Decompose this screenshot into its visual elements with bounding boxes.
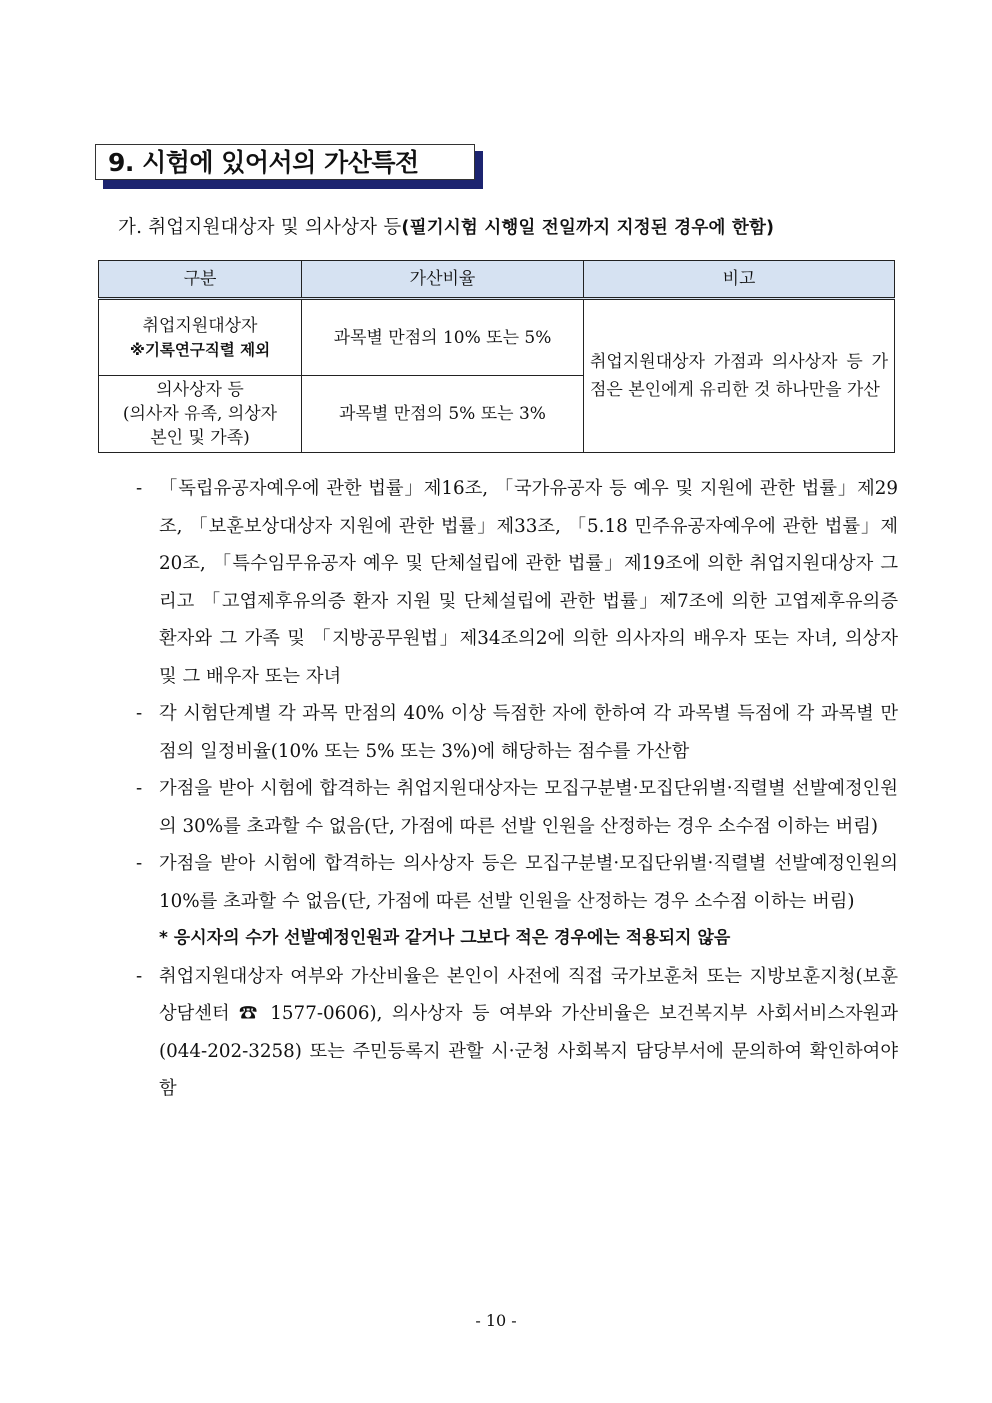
star-note: * 응시자의 수가 선발예정인원과 같거나 그보다 적은 경우에는 적용되지 않음 (159, 928, 731, 948)
table-header-row (99, 261, 895, 299)
bonus-table (98, 260, 895, 453)
list-item (132, 958, 898, 1108)
row1-ratio: 과목별 만점의 10% 또는 5% (302, 299, 584, 376)
list-item (132, 695, 898, 770)
header-ratio: 가산비율 (302, 261, 584, 299)
page-number: - 10 - (475, 1311, 517, 1330)
list-item (132, 845, 898, 920)
list-item (132, 770, 898, 845)
subheading (118, 213, 774, 239)
bullet-text: 취업지원대상자 여부와 가산비율은 본인이 사전에 직접 국가보훈처 또는 지방보훈지청(보훈상담센터 ☎ 1577-0606), 의사상자 등 여부와 가산비율은 보건복지부 사회서비스자원과(044-202-3258) 또는 주민등록지 관할 시·군청 사회복지 담당부서에 문의하여 확인하여야 함 (159, 965, 898, 1099)
subheading-bold: (필기시험 시행일 전일까지 지정된 경우에 한함) (401, 218, 775, 238)
row1-category-label: 취업지원대상자 (142, 315, 258, 336)
bullet-text: 「독립유공자예우에 관한 법률」제16조, 「국가유공자 등 예우 및 지원에 관한 법률」제29조, 「보훈보상대상자 지원에 관한 법률」제33조, 「5.18 민주유공자예우에 관한 법률」제20조, 「특수임무유공자 예우 및 단체설립에 관한 법률」제19조에 의한 취업지원대상자 그리고 「고엽제후유의증 환자 지원 및 단체설립에 관한 법률」제7조에 의한 고엽제후유의증 환자와 그 가족 및 「지방공무원법」제34조의2에 의한 의사자의 배우자 또는 자녀, 의상자 및 그 배우자 또는 자녀 (159, 478, 898, 687)
row1-exclusion: ※기록연구직렬 제외 (129, 340, 271, 359)
header-category: 구분 (99, 261, 302, 299)
section-title-box (95, 144, 487, 189)
header-note: 비고 (584, 261, 895, 299)
row2-category (99, 376, 302, 453)
bullet-text: 가점을 받아 시험에 합격하는 의사상자 등은 모집구분별·모집단위별·직렬별 선발예정인원의 10%를 초과할 수 없음(단, 가점에 따른 선발 인원을 산정하는 경우 소수점 이하는 버림) (159, 853, 898, 912)
row2-category-line3: 본인 및 가족) (150, 428, 250, 449)
bullet-text: 가점을 받아 시험에 합격하는 취업지원대상자는 모집구분별·모집단위별·직렬별 선발예정인원의 30%를 초과할 수 없음(단, 가점에 따른 선발 인원을 산정하는 경우 소수점 이하는 버림) (159, 778, 898, 837)
bullet-marker: - (136, 853, 143, 874)
bullet-marker: - (136, 703, 143, 724)
table-note: 취업지원대상자 가점과 의사상자 등 가점은 본인에게 유리한 것 하나만을 가산 (584, 299, 895, 453)
list-item (132, 470, 898, 695)
bullet-marker: - (136, 478, 143, 499)
row2-category-line2: (의사자 유족, 의상자 (122, 404, 278, 425)
row2-category-line1: 의사상자 등 (156, 380, 244, 401)
bullet-marker: - (136, 965, 143, 987)
table-row (99, 299, 895, 376)
bullet-marker: - (136, 778, 143, 799)
bullet-list (132, 470, 898, 1108)
subheading-prefix: 가. 취업지원대상자 및 의사상자 등 (118, 217, 402, 238)
row1-category (99, 299, 302, 376)
row2-ratio: 과목별 만점의 5% 또는 3% (302, 376, 584, 453)
bullet-text: 각 시험단계별 각 과목 만점의 40% 이상 득점한 자에 한하여 각 과목별 득점에 각 과목별 만점의 일정비율(10% 또는 5% 또는 3%)에 해당하는 점수를 가산함 (159, 703, 898, 762)
section-title: 9. 시험에 있어서의 가산특전 (95, 144, 475, 180)
